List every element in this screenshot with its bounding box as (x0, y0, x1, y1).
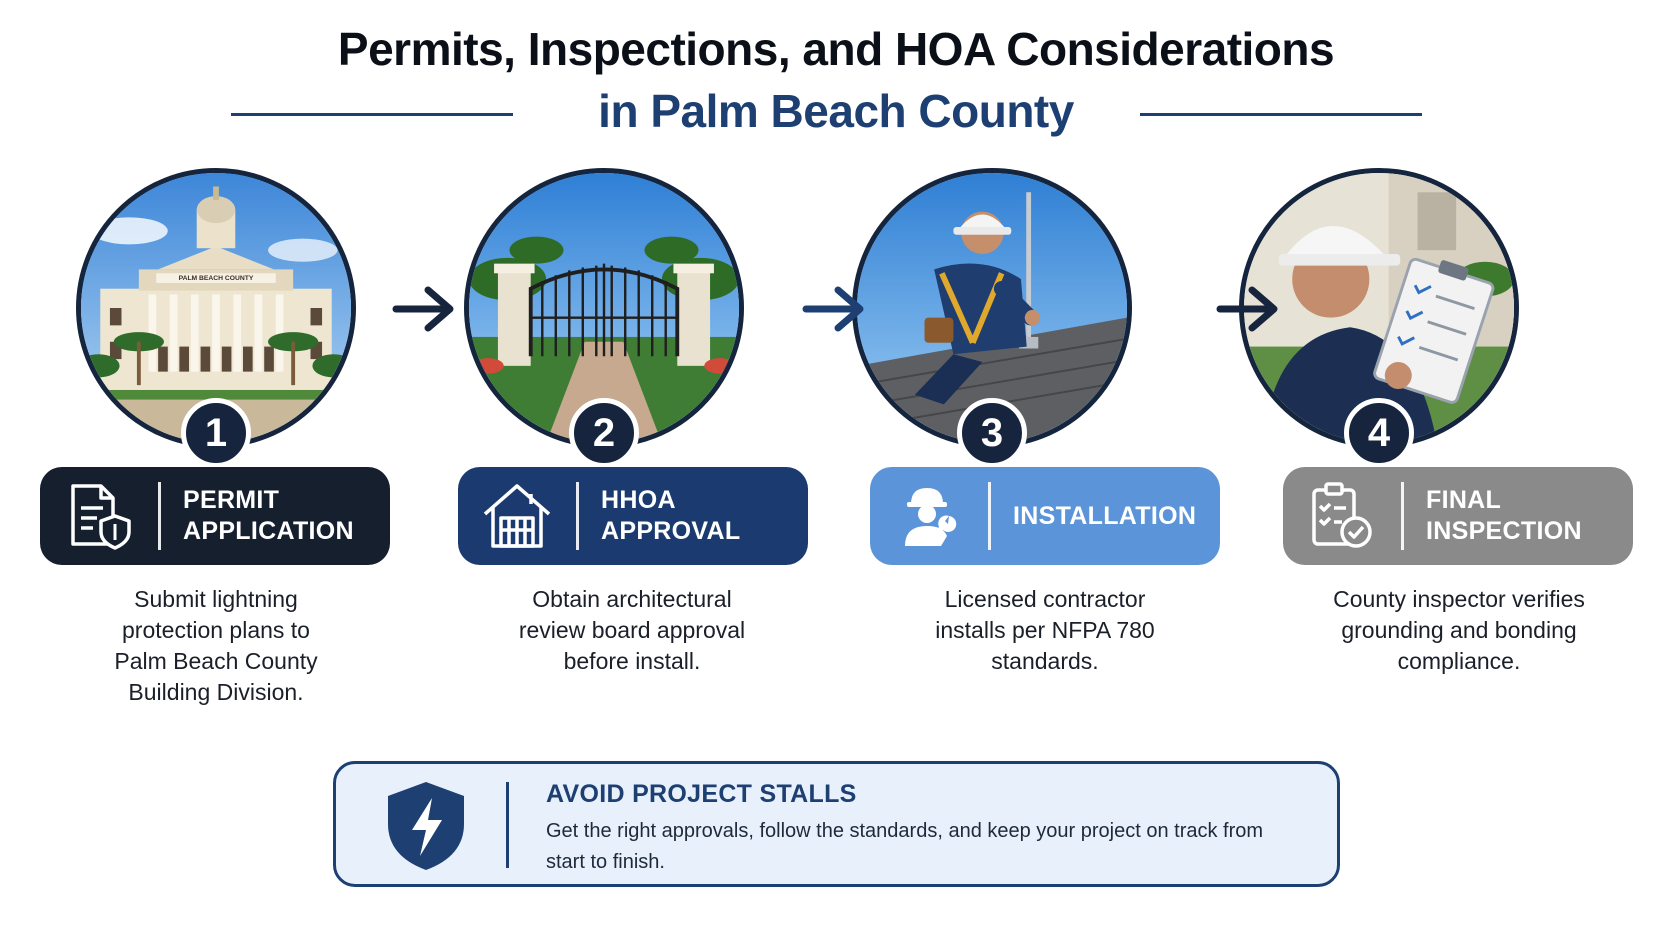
step-2-badge: 2 (569, 398, 639, 468)
step-1-badge: 1 (181, 398, 251, 468)
step-3-label-pill (870, 467, 1220, 565)
callout-text: Get the right approvals, follow the standards, and keep your project on track from start to finish. (546, 820, 1264, 873)
gated-house-icon (458, 467, 576, 565)
checklist-check-icon (1283, 467, 1401, 565)
step-2-description: Obtain architectural review board approval before install. (518, 586, 746, 674)
step-4-label-pill (1283, 467, 1633, 565)
page-title: Permits, Inspections, and HOA Considerations (337, 23, 1335, 75)
avoid-stalls-callout (333, 761, 1340, 887)
permit-document-shield-icon (40, 467, 158, 565)
step-2-title: HHOA APPROVAL (601, 486, 741, 545)
step-4-title: FINAL INSPECTION (1426, 486, 1582, 545)
lightning-shield-icon (382, 778, 470, 874)
step-3-title: INSTALLATION (1013, 501, 1197, 530)
callout-title: AVOID PROJECT STALLS (546, 780, 857, 808)
step-1-description: Submit lightning protection plans to Palm Beach County Building Division. (114, 586, 318, 705)
arrow-right-icon (1214, 284, 1284, 334)
county-building-sign: PALM BEACH COUNTY (178, 275, 254, 283)
page-subtitle: in Palm Beach County (598, 85, 1074, 137)
worker-wrench-icon (870, 467, 988, 565)
step-2-label-pill (458, 467, 808, 565)
callout-divider (506, 782, 509, 868)
step-3-description: Licensed contractor installs per NFPA 780 standards. (935, 586, 1155, 674)
step-1-title: PERMIT APPLICATION (183, 486, 354, 545)
step-3-badge: 3 (957, 398, 1027, 468)
title-rule-right (1140, 113, 1422, 116)
step-1-label-pill (40, 467, 390, 565)
step-4-description: County inspector verifies grounding and bonding compliance. (1333, 586, 1585, 674)
arrow-right-icon (390, 284, 460, 334)
step-4-badge: 4 (1344, 398, 1414, 468)
arrow-right-icon (800, 284, 870, 334)
